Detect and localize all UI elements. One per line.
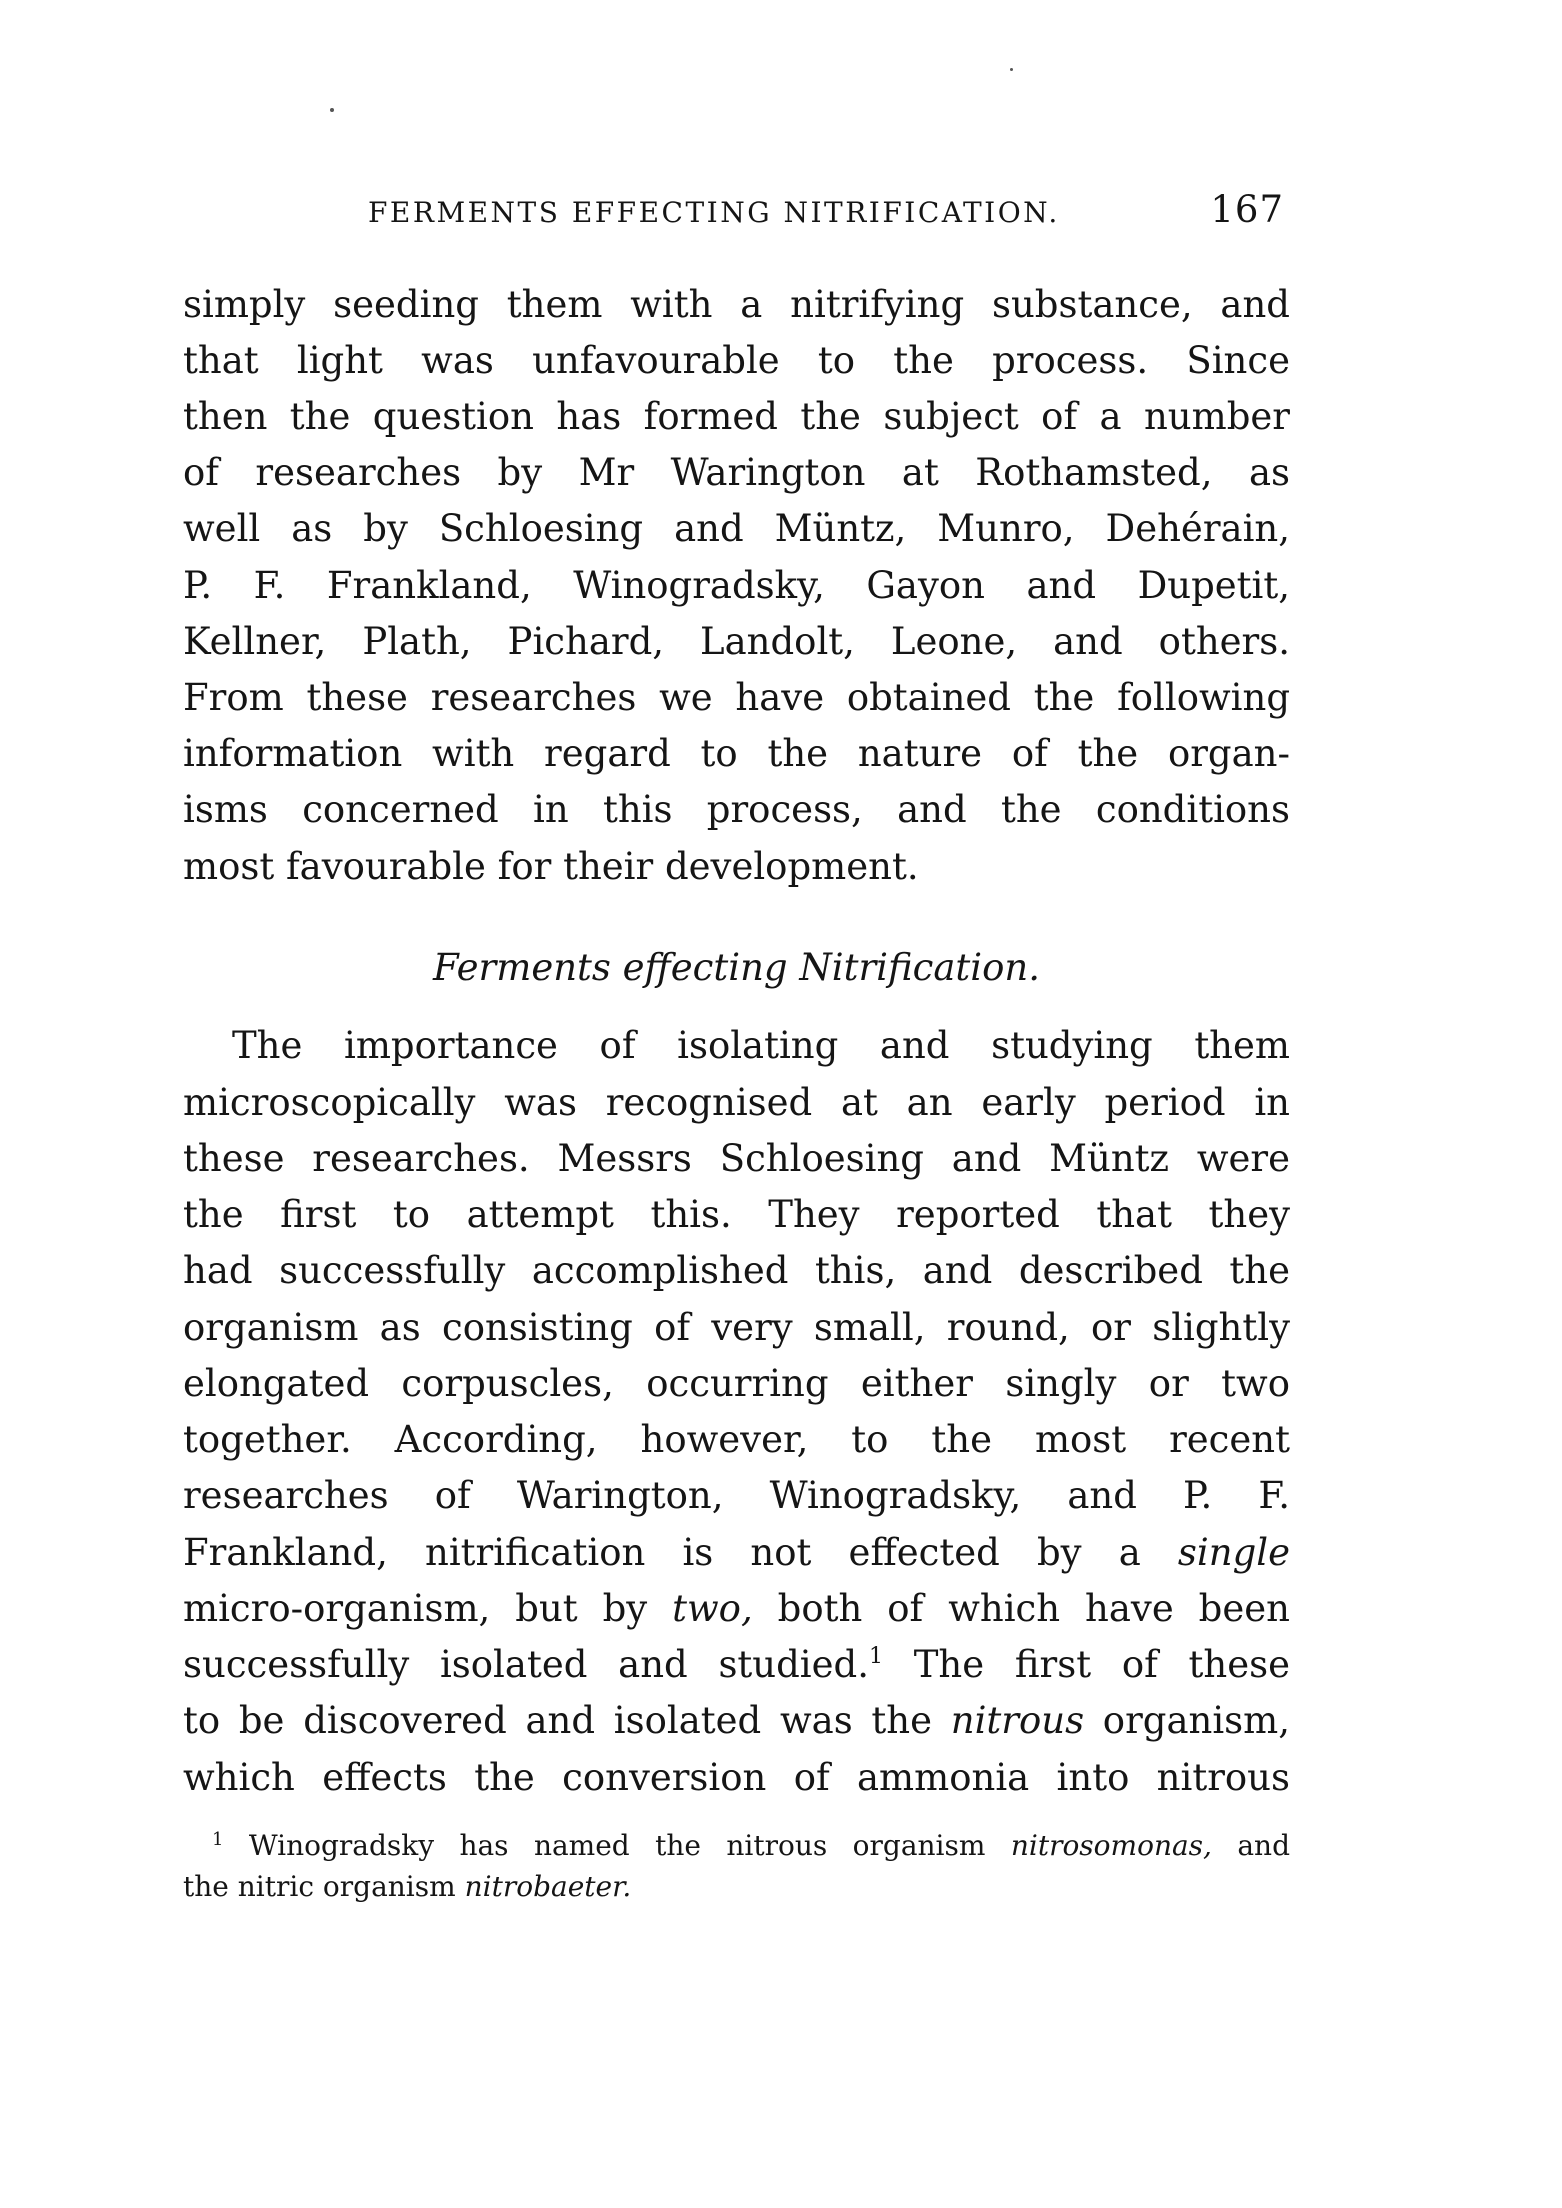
- text-run: micro-organism, but by: [183, 1587, 673, 1630]
- text-line: P. F. Frankland, Winogradsky, Gayon and Dupetit,: [183, 564, 1290, 607]
- text-line: that light was unfavourable to the process. Since: [183, 339, 1290, 382]
- text-line: well as by Schloesing and Müntz, Munro, Dehérain,: [183, 507, 1290, 550]
- text-line: had successfully accomplished this, and described the: [183, 1249, 1290, 1292]
- text-line: information with regard to the nature of the organ-: [183, 732, 1290, 775]
- text-line: of researches by Mr Warington at Rothamsted, as: [183, 451, 1290, 494]
- text-run: Frankland, nitrification is not effected by a: [183, 1531, 1178, 1574]
- emphasis: nitrous: [950, 1699, 1085, 1742]
- footnote-line: [183, 1870, 1290, 1904]
- text-line: [183, 1644, 1290, 1686]
- footnote-line: [212, 1829, 1290, 1863]
- text-line: [183, 1700, 1290, 1742]
- text-line: isms concerned in this process, and the conditions: [183, 788, 1290, 831]
- scan-speck: [330, 108, 334, 112]
- page-number: 167: [1210, 188, 1284, 231]
- text-line: the first to attempt this. They reported that they: [183, 1193, 1290, 1236]
- text-run: the nitric organism: [183, 1870, 465, 1903]
- text-line: [183, 1532, 1290, 1574]
- text-line: together. According, however, to the most recent: [183, 1418, 1290, 1461]
- text-line: organism as consisting of very small, round, or slightly: [183, 1306, 1290, 1349]
- footnote-marker: 1: [212, 1829, 224, 1850]
- text-line: then the question has formed the subject of a number: [183, 395, 1290, 438]
- text-run: to be discovered and isolated was the: [183, 1699, 951, 1742]
- text-run: both of which have been: [752, 1587, 1290, 1630]
- text-run: and: [1211, 1829, 1290, 1862]
- text-run: Winogradsky has named the nitrous organism: [223, 1829, 1011, 1862]
- text-line: these researches. Messrs Schloesing and Müntz were: [183, 1137, 1290, 1180]
- running-title: FERMENTS EFFECTING NITRIFICATION.: [368, 196, 1060, 229]
- text-line: elongated corpuscles, occurring either singly or two: [183, 1362, 1290, 1405]
- text-line: Kellner, Plath, Pichard, Landolt, Leone, and others.: [183, 620, 1290, 663]
- emphasis: nitrobaeter.: [464, 1870, 632, 1903]
- text-line: most favourable for their development.: [183, 845, 919, 888]
- emphasis: nitrosomonas,: [1010, 1829, 1212, 1862]
- text-line: From these researches we have obtained the following: [183, 676, 1290, 719]
- emphasis: two,: [672, 1587, 753, 1630]
- scan-speck: [1010, 68, 1013, 71]
- text-run: The first of these: [883, 1643, 1291, 1686]
- text-line: microscopically was recognised at an early period in: [183, 1081, 1290, 1124]
- text-line: [183, 1588, 1290, 1630]
- footnote-reference: 1: [869, 1644, 883, 1669]
- running-head: [183, 188, 1290, 238]
- text-line: simply seeding them with a nitrifying substance, and: [183, 283, 1290, 326]
- text-line: which effects the conversion of ammonia into nitrous: [183, 1756, 1290, 1799]
- section-heading: Ferments effecting Nitrification.: [433, 946, 1040, 989]
- text-run: successfully isolated and studied.: [183, 1643, 869, 1686]
- text-line: The importance of isolating and studying them: [232, 1024, 1290, 1067]
- text-line: researches of Warington, Winogradsky, and P. F.: [183, 1474, 1290, 1517]
- text-run: organism,: [1084, 1699, 1290, 1742]
- emphasis: single: [1177, 1531, 1290, 1574]
